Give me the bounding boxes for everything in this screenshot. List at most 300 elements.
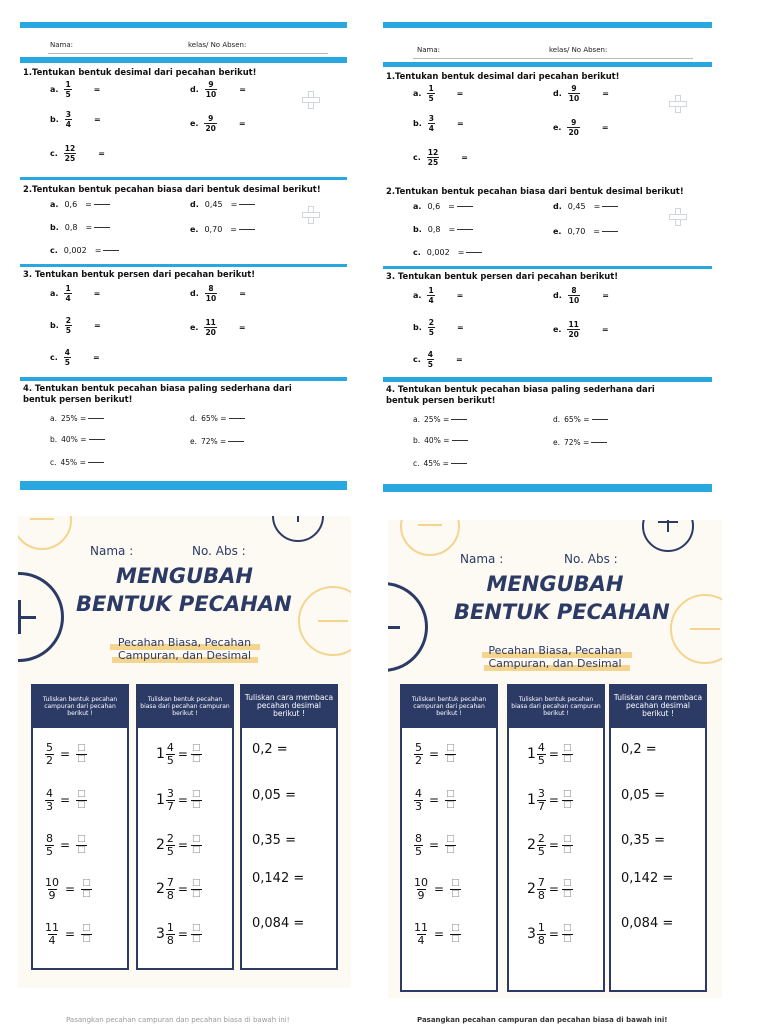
fraction bbox=[45, 877, 59, 901]
q3-item bbox=[50, 317, 101, 334]
answer-line bbox=[457, 229, 473, 230]
q2-item bbox=[413, 202, 473, 211]
equals-sign: = bbox=[93, 115, 101, 124]
whole-number: 2 bbox=[527, 837, 536, 854]
abs-label: No. Abs : bbox=[564, 552, 618, 566]
item-key: c. bbox=[413, 153, 421, 162]
q1-item bbox=[50, 145, 105, 162]
answer-line bbox=[602, 231, 618, 232]
numerator: 12 bbox=[64, 144, 76, 153]
blank-box: □ bbox=[191, 834, 201, 845]
denominator: 20 bbox=[205, 327, 216, 337]
denominator: 20 bbox=[205, 123, 216, 133]
q1-item bbox=[50, 111, 101, 128]
equals-sign: = bbox=[85, 223, 93, 232]
item-key: e. bbox=[553, 227, 562, 236]
col2-row bbox=[156, 833, 202, 857]
denominator: 2 bbox=[46, 753, 53, 767]
answer-fraction bbox=[445, 790, 456, 810]
question-4-box bbox=[20, 381, 347, 481]
title-line-1: MENGUBAH bbox=[116, 564, 253, 588]
item-key: b. bbox=[50, 223, 59, 232]
fraction bbox=[567, 119, 579, 136]
blank-box: □ bbox=[191, 933, 201, 944]
answer-fraction bbox=[191, 879, 202, 899]
denominator: 4 bbox=[417, 933, 425, 947]
q4-item bbox=[50, 435, 105, 444]
q3-item bbox=[553, 321, 609, 338]
q4-item bbox=[190, 414, 245, 423]
subtitle-line-2: Campuran, dan Desimal bbox=[117, 649, 252, 662]
denominator: 8 bbox=[166, 888, 174, 902]
numerator: 2 bbox=[537, 832, 545, 845]
blank-box: □ bbox=[451, 888, 460, 899]
numerator: 9 bbox=[571, 118, 577, 127]
decimal-value: 0,8 bbox=[427, 225, 441, 234]
question-3-box bbox=[383, 269, 712, 377]
equals-sign: = bbox=[94, 246, 102, 255]
numerator: 1 bbox=[65, 80, 71, 89]
answer-fraction bbox=[562, 879, 573, 899]
item-key: a. bbox=[50, 414, 57, 423]
worksheet-right bbox=[383, 22, 712, 492]
blank-box: □ bbox=[451, 878, 460, 889]
blank-box: □ bbox=[446, 844, 455, 855]
col2-row bbox=[156, 877, 202, 901]
item-key: d. bbox=[190, 414, 198, 423]
decimal-value: 0,6 bbox=[427, 202, 441, 211]
column-header-1: Tuliskan bentuk pecahan campuran dari pecahan berikut ! bbox=[31, 684, 129, 728]
fraction bbox=[428, 115, 435, 132]
numerator: 11 bbox=[45, 921, 59, 934]
numerator: 8 bbox=[415, 832, 422, 845]
decimal-value: 0,45 bbox=[567, 202, 586, 211]
numerator: 4 bbox=[427, 350, 433, 359]
percent-value: 65% = bbox=[564, 415, 590, 424]
col3-row: 0,142 = bbox=[252, 871, 305, 886]
q3-item bbox=[413, 287, 463, 304]
answer-line bbox=[451, 419, 467, 420]
numerator: 1 bbox=[428, 84, 434, 93]
equals-sign: = bbox=[60, 793, 71, 808]
item-key: c. bbox=[413, 459, 420, 468]
denominator: 20 bbox=[568, 127, 579, 137]
answer-fraction bbox=[445, 835, 456, 855]
whole-number: 1 bbox=[156, 746, 165, 763]
blank-box: □ bbox=[191, 743, 201, 754]
blank-box: □ bbox=[562, 933, 572, 944]
question-2-title: 2.Tentukan bentuk pecahan biasa dari bentuk desimal berikut! bbox=[23, 184, 321, 194]
blank-box: □ bbox=[562, 834, 572, 845]
fraction bbox=[166, 742, 175, 766]
answer-line bbox=[229, 418, 245, 419]
col1-row bbox=[414, 742, 456, 766]
numerator: 2 bbox=[166, 832, 174, 845]
kelas-label: kelas/ No Absen: bbox=[188, 41, 247, 49]
denominator: 5 bbox=[428, 327, 434, 337]
equals-sign: = bbox=[93, 353, 100, 362]
numerator: 1 bbox=[428, 286, 434, 295]
fraction bbox=[45, 742, 54, 766]
question-3-title: 3. Tentukan bentuk persen dari pecahan berikut! bbox=[386, 271, 619, 281]
fraction bbox=[427, 149, 439, 166]
item-key: c. bbox=[413, 355, 421, 364]
item-key: b. bbox=[413, 119, 422, 128]
equals-sign: = bbox=[456, 119, 464, 128]
fraction bbox=[64, 81, 71, 98]
fraction bbox=[65, 111, 72, 128]
fraction bbox=[427, 85, 434, 102]
answer-fraction bbox=[191, 924, 202, 944]
denominator: 5 bbox=[427, 359, 433, 369]
answer-line bbox=[602, 206, 618, 207]
equals-sign: = bbox=[457, 248, 465, 257]
nama-label: Nama : bbox=[460, 552, 504, 566]
fraction bbox=[205, 81, 217, 98]
q3-item bbox=[50, 285, 100, 302]
equals-sign: = bbox=[429, 793, 440, 808]
denominator: 10 bbox=[205, 89, 217, 99]
fraction bbox=[205, 285, 217, 302]
answer-line bbox=[592, 419, 608, 420]
denominator: 25 bbox=[64, 153, 76, 163]
question-1-box bbox=[20, 63, 347, 177]
numerator: 4 bbox=[166, 741, 174, 754]
blank-box: □ bbox=[191, 789, 201, 800]
blank-box: □ bbox=[446, 753, 455, 764]
equals-sign: = bbox=[434, 927, 445, 942]
decimal-value: 0,45 bbox=[204, 200, 223, 209]
whole-number: 3 bbox=[527, 926, 536, 943]
answer-line bbox=[239, 204, 255, 205]
fraction bbox=[428, 319, 435, 336]
blank-box: □ bbox=[451, 923, 460, 934]
q2-item bbox=[190, 200, 255, 209]
equals-sign: = bbox=[429, 838, 440, 853]
answer-fraction bbox=[562, 924, 573, 944]
fraction bbox=[568, 287, 580, 304]
q4-item bbox=[413, 459, 467, 468]
q3-item bbox=[50, 349, 100, 366]
col1-row bbox=[45, 742, 87, 766]
item-key: b. bbox=[413, 436, 421, 445]
q2-item bbox=[50, 246, 119, 255]
equals-sign: = bbox=[593, 227, 600, 236]
col2-row bbox=[156, 788, 202, 812]
answer-line bbox=[466, 252, 482, 253]
col2-row bbox=[527, 833, 573, 857]
col3-row: 0,142 = bbox=[621, 871, 674, 886]
blank-box: □ bbox=[77, 844, 86, 855]
decimal-value: 0,002 bbox=[63, 246, 87, 255]
equals-sign: = bbox=[93, 85, 101, 94]
header-box bbox=[383, 28, 712, 62]
q1-item bbox=[413, 149, 468, 166]
q1-item bbox=[190, 81, 246, 98]
whole-number: 1 bbox=[527, 746, 536, 763]
q2-item bbox=[50, 223, 110, 232]
percent-value: 25% = bbox=[423, 415, 450, 424]
big-minus bbox=[690, 628, 720, 630]
q2-item bbox=[553, 202, 618, 211]
numerator: 4 bbox=[46, 787, 53, 800]
question-1-title: 1.Tentukan bentuk desimal dari pecahan berikut! bbox=[23, 67, 257, 77]
fraction bbox=[414, 742, 423, 766]
equals-sign: = bbox=[434, 882, 445, 897]
minus-glyph bbox=[30, 518, 54, 520]
equals-sign: = bbox=[548, 838, 559, 853]
fraction bbox=[414, 877, 428, 901]
numerator: 10 bbox=[45, 876, 59, 889]
blank-box: □ bbox=[562, 844, 572, 855]
plus-icon bbox=[669, 95, 687, 113]
fraction bbox=[64, 285, 71, 302]
question-4-title: 4. Tentukan bentuk pecahan biasa paling sederhana dari bbox=[23, 383, 292, 393]
col1-row bbox=[45, 922, 92, 946]
answer-fraction bbox=[450, 879, 461, 899]
fraction bbox=[45, 833, 54, 857]
numerator: 2 bbox=[65, 316, 71, 325]
equals-sign: = bbox=[602, 291, 609, 300]
denominator: 3 bbox=[46, 799, 53, 813]
denominator: 2 bbox=[415, 753, 422, 767]
blank-box: □ bbox=[191, 923, 201, 934]
answer-fraction bbox=[81, 924, 92, 944]
equals-sign: = bbox=[230, 225, 237, 234]
numerator: 3 bbox=[428, 114, 434, 123]
answer-line bbox=[457, 206, 473, 207]
title-line-2: BENTUK PECAHAN bbox=[454, 600, 670, 624]
q1-item bbox=[553, 119, 609, 136]
kelas-label: kelas/ No Absen: bbox=[549, 46, 608, 54]
denominator: 5 bbox=[166, 753, 174, 767]
answer-fraction bbox=[191, 790, 202, 810]
worksheet-left bbox=[20, 22, 347, 490]
blank-box: □ bbox=[191, 753, 201, 764]
equals-sign: = bbox=[177, 927, 188, 942]
item-key: d. bbox=[190, 289, 199, 298]
denominator: 8 bbox=[537, 888, 545, 902]
denominator: 10 bbox=[568, 93, 580, 103]
answer-fraction bbox=[445, 744, 456, 764]
blank-box: □ bbox=[451, 933, 460, 944]
big-plus-h bbox=[388, 626, 400, 629]
col1-row bbox=[414, 833, 456, 857]
col2-row bbox=[527, 788, 573, 812]
fraction bbox=[427, 351, 434, 368]
percent-value: 25% = bbox=[60, 414, 87, 423]
col1-row bbox=[414, 788, 456, 812]
blank-box: □ bbox=[77, 753, 86, 764]
big-minus bbox=[318, 620, 348, 622]
blank-box: □ bbox=[446, 789, 455, 800]
decimal-value: 0,6 bbox=[64, 200, 78, 209]
decimal-value: 0,8 bbox=[64, 223, 78, 232]
q4-item bbox=[553, 438, 607, 447]
blank-box: □ bbox=[77, 743, 86, 754]
item-key: d. bbox=[553, 291, 562, 300]
denominator: 8 bbox=[537, 933, 545, 947]
denominator: 3 bbox=[415, 799, 422, 813]
item-key: b. bbox=[50, 321, 59, 330]
denominator: 7 bbox=[166, 799, 174, 813]
whole-number: 3 bbox=[156, 926, 165, 943]
blank-box: □ bbox=[562, 753, 572, 764]
col2-row bbox=[156, 742, 202, 766]
denominator: 10 bbox=[205, 293, 217, 303]
denominator: 9 bbox=[48, 888, 56, 902]
answer-fraction bbox=[562, 835, 573, 855]
answer-fraction bbox=[76, 744, 87, 764]
numerator: 4 bbox=[415, 787, 422, 800]
blank-box: □ bbox=[77, 799, 86, 810]
plus-icon bbox=[302, 91, 320, 109]
equals-sign: = bbox=[456, 89, 464, 98]
equals-sign: = bbox=[601, 123, 609, 132]
answer-line bbox=[94, 204, 110, 205]
item-key: c. bbox=[413, 248, 421, 257]
fraction bbox=[166, 922, 175, 946]
blank-box: □ bbox=[191, 888, 201, 899]
denominator: 5 bbox=[537, 844, 545, 858]
big-plus-h bbox=[18, 616, 36, 619]
denominator: 5 bbox=[64, 357, 70, 367]
equals-sign: = bbox=[238, 119, 246, 128]
numerator: 4 bbox=[537, 741, 545, 754]
blank-box: □ bbox=[446, 799, 455, 810]
answer-line bbox=[89, 439, 105, 440]
answer-fraction bbox=[562, 790, 573, 810]
answer-line bbox=[94, 227, 110, 228]
numerator: 9 bbox=[208, 114, 214, 123]
subtitle-line-2: Campuran, dan Desimal bbox=[488, 657, 622, 670]
numerator: 2 bbox=[428, 318, 434, 327]
item-key: a. bbox=[413, 202, 422, 211]
item-key: a. bbox=[413, 415, 420, 424]
item-key: e. bbox=[190, 323, 199, 332]
equals-sign: = bbox=[548, 793, 559, 808]
fraction bbox=[45, 922, 59, 946]
whole-number: 2 bbox=[527, 881, 536, 898]
plus-glyph-v bbox=[297, 516, 299, 522]
equals-sign: = bbox=[429, 747, 440, 762]
q3-item bbox=[553, 287, 609, 304]
subtitle-line-1: Pecahan Biasa, Pecahan bbox=[117, 636, 252, 649]
blank-box: □ bbox=[77, 789, 86, 800]
decimal-value: 0,70 bbox=[204, 225, 223, 234]
denominator: 4 bbox=[65, 119, 71, 129]
header-box bbox=[20, 28, 347, 57]
numerator: 5 bbox=[46, 741, 53, 754]
minus-glyph bbox=[418, 524, 442, 526]
blank-box: □ bbox=[562, 878, 572, 889]
item-key: d. bbox=[553, 202, 562, 211]
numerator: 8 bbox=[46, 832, 53, 845]
q1-item bbox=[190, 115, 246, 132]
fraction bbox=[567, 321, 579, 338]
footer-instruction-left: Pasangkan pecahan campuran dan pecahan biasa di bawah ini! bbox=[66, 1016, 290, 1024]
equals-sign: = bbox=[448, 225, 456, 234]
equals-sign: = bbox=[230, 200, 238, 209]
item-key: d. bbox=[553, 89, 562, 98]
question-4-box bbox=[383, 382, 712, 484]
poster-left bbox=[18, 516, 351, 988]
blank-box: □ bbox=[562, 789, 572, 800]
nama-label: Nama: bbox=[50, 41, 73, 49]
blank-box: □ bbox=[446, 743, 455, 754]
question-2-box bbox=[20, 180, 347, 264]
answer-line bbox=[239, 229, 255, 230]
denominator: 25 bbox=[427, 157, 439, 167]
fraction bbox=[204, 319, 216, 336]
question-3-title: 3. Tentukan bentuk persen dari pecahan berikut! bbox=[23, 269, 256, 279]
equals-sign: = bbox=[456, 291, 464, 300]
fraction bbox=[414, 833, 423, 857]
q4-item bbox=[50, 414, 104, 423]
denominator: 4 bbox=[65, 293, 71, 303]
equals-sign: = bbox=[602, 89, 609, 98]
q2-item bbox=[190, 225, 255, 234]
numerator: 1 bbox=[166, 921, 174, 934]
item-key: e. bbox=[190, 119, 199, 128]
percent-value: 40% = bbox=[424, 436, 450, 445]
fraction bbox=[537, 877, 546, 901]
fraction bbox=[65, 317, 72, 334]
fraction bbox=[204, 115, 216, 132]
whole-number: 2 bbox=[156, 881, 165, 898]
denominator: 5 bbox=[46, 844, 53, 858]
numerator: 11 bbox=[568, 320, 579, 329]
col2-row bbox=[527, 742, 573, 766]
fraction bbox=[166, 788, 175, 812]
numerator: 3 bbox=[537, 787, 545, 800]
item-key: e. bbox=[553, 325, 562, 334]
title-line-2: BENTUK PECAHAN bbox=[76, 592, 292, 616]
item-key: e. bbox=[553, 438, 560, 447]
column-header-2: Tuliskan bentuk pecahan biasa dari pecahan campuran berikut ! bbox=[507, 684, 605, 728]
numerator: 1 bbox=[537, 921, 545, 934]
answer-line bbox=[103, 250, 119, 251]
whole-number: 1 bbox=[527, 792, 536, 809]
item-key: d. bbox=[190, 85, 199, 94]
item-key: d. bbox=[553, 415, 561, 424]
q4-item bbox=[190, 437, 244, 446]
col3-row: 0,05 = bbox=[621, 788, 665, 803]
equals-sign: = bbox=[177, 747, 188, 762]
numerator: 5 bbox=[415, 741, 422, 754]
blank-box: □ bbox=[82, 888, 91, 899]
answer-line bbox=[88, 462, 104, 463]
item-key: a. bbox=[50, 85, 59, 94]
fraction bbox=[537, 922, 546, 946]
q4-item bbox=[413, 436, 468, 445]
percent-value: 40% = bbox=[61, 435, 87, 444]
col3-row: 0,2 = bbox=[621, 742, 657, 757]
denominator: 4 bbox=[428, 295, 434, 305]
question-2-title: 2.Tentukan bentuk pecahan biasa dari bentuk desimal berikut! bbox=[386, 186, 684, 196]
equals-sign: = bbox=[177, 882, 188, 897]
whole-number: 1 bbox=[156, 792, 165, 809]
q3-item bbox=[413, 351, 463, 368]
answer-line bbox=[451, 463, 467, 464]
equals-sign: = bbox=[548, 927, 559, 942]
denominator: 5 bbox=[166, 844, 174, 858]
item-key: b. bbox=[413, 323, 422, 332]
denominator: 20 bbox=[568, 329, 579, 339]
numerator: 11 bbox=[414, 921, 428, 934]
item-key: b. bbox=[413, 225, 422, 234]
q4-item bbox=[413, 415, 467, 424]
